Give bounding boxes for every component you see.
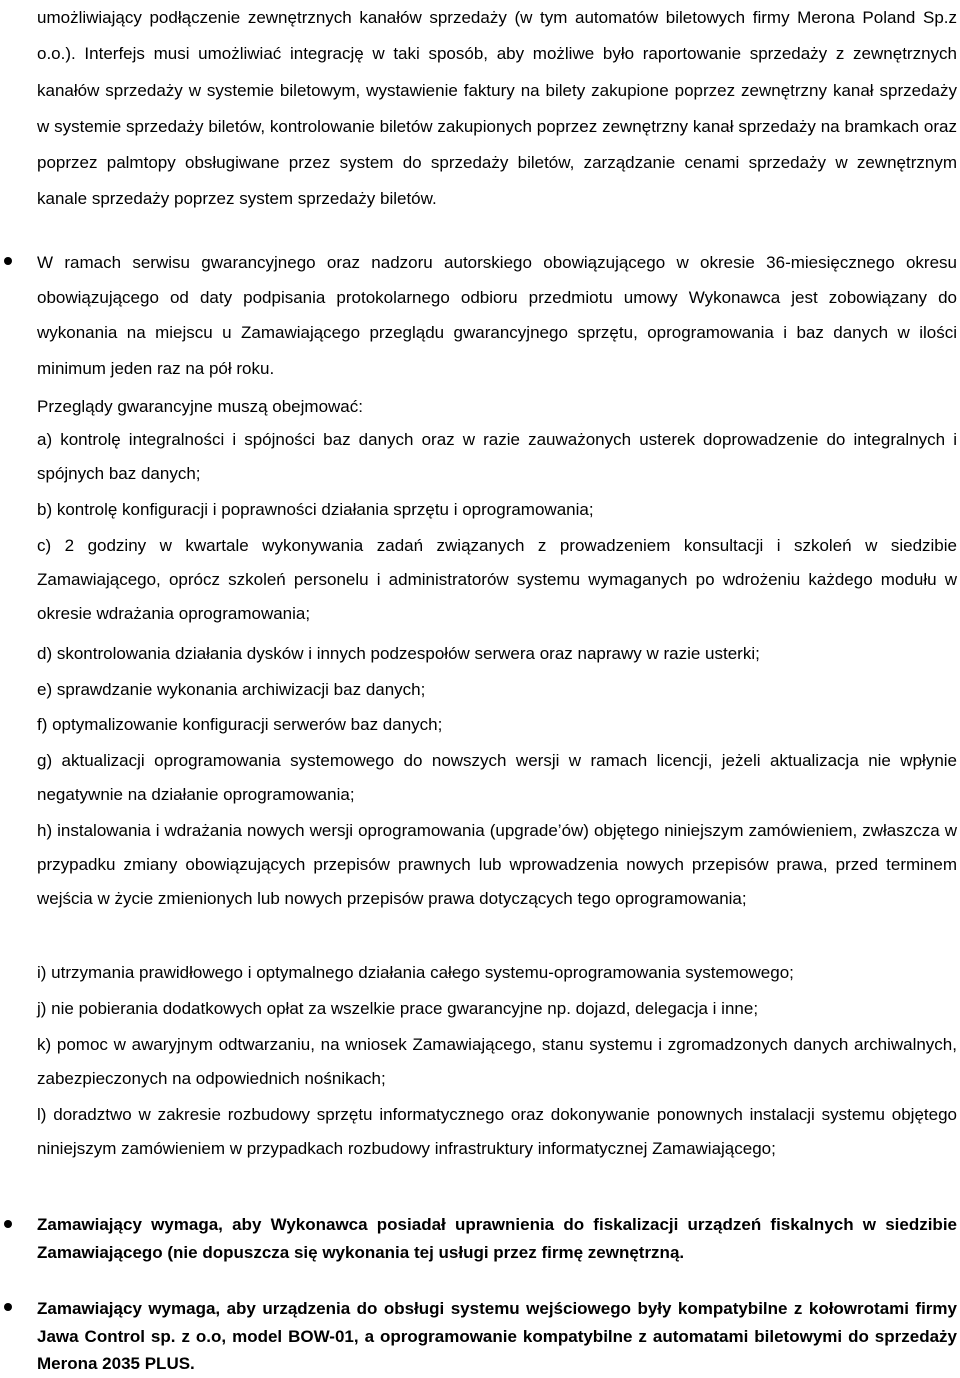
list-item: l) doradztwo w zakresie rozbudowy sprzętu informatycznego oraz dokonywanie ponownych instalacji systemu objętego niniejszym zamówieniem w przypadkach rozbudowy infrastruktury informatycznej Zamawiającego; [37, 1105, 957, 1158]
list-item: a) kontrolę integralności i spójności baz danych oraz w razie zauważonych usterek doprowadzenie do integralnych i spójnych baz danych; [37, 430, 957, 483]
list-item: c) 2 godziny w kwartale wykonywania zadań związanych z prowadzeniem konsultacji i szkoleń w siedzibie Zamawiającego, oprócz szkoleń personelu i administratorów systemu wymaganych po wdrożeniu każdego modułu w okresie wdrażania oprogramowania; [37, 536, 957, 623]
bullet-icon [4, 1220, 12, 1228]
list-item: g) aktualizacji oprogramowania systemowego do nowszych wersji w ramach licencji, jeżeli aktualizacja nie wpłynie negatywnie na działanie oprogramowania; [37, 751, 957, 804]
list-item: d) skontrolowania działania dysków i innych podzespołów serwera oraz naprawy w razie usterki; [37, 644, 760, 663]
list-item: e) sprawdzanie wykonania archiwizacji baz danych; [37, 680, 426, 699]
bullet-icon [4, 1303, 12, 1311]
list-item: k) pomoc w awaryjnym odtwarzaniu, na wniosek Zamawiającego, stanu systemu i zgromadzonych danych archiwalnych, zabezpieczonych na odpowiednich nośnikach; [37, 1035, 957, 1088]
fiscalization-requirement: Zamawiający wymaga, aby Wykonawca posiadał uprawnienia do fiskalizacji urządzeń fiskalnych w siedzibie Zamawiającego (nie dopuszcza się wykonania tej usługi przez firmę zewnętrzną. [37, 1215, 957, 1262]
list-item: f) optymalizowanie konfiguracji serwerów baz danych; [37, 715, 443, 734]
list-item: b) kontrolę konfiguracji i poprawności działania sprzętu i oprogramowania; [37, 500, 594, 519]
compatibility-requirement: Zamawiający wymaga, aby urządzenia do obsługi systemu wejściowego były kompatybilne z kołowrotami firmy Jawa Control sp. z o.o, model BOW-01, a oprogramowanie kompatybilne z automatami biletowymi do sprzedaży Merona 2035 PLUS. [37, 1299, 957, 1373]
paragraph-interface-requirements: umożliwiający podłączenie zewnętrznych kanałów sprzedaży (w tym automatów biletowych firmy Merona Poland Sp.z o.o.). Interfejs musi umożliwiać integrację w taki sposób, aby możliwe było raportowanie sprzedaży z zewnętrznych kanałów sprzedaży w systemie biletowym, wystawienie faktury na bilety zakupione poprzez zewnętrzny kanał sprzedaży w systemie sprzedaży biletów, kontrolowanie biletów zakupionych poprzez zewnętrzny kanał sprzedaży na bramkach oraz poprzez palmtopy obsługiwane przez system do sprzedaży biletów, zarządzanie cenami sprzedaży w zewnętrznym kanale sprzedaży poprzez system sprzedaży biletów. [37, 8, 957, 209]
warranty-review-intro: Przeglądy gwarancyjne muszą obejmować: [37, 397, 363, 416]
list-item: i) utrzymania prawidłowego i optymalnego działania całego systemu-oprogramowania systemowego; [37, 963, 794, 982]
bullet-icon [4, 257, 12, 265]
list-item: h) instalowania i wdrażania nowych wersji oprogramowania (upgrade’ów) objętego niniejszym zamówieniem, zwłaszcza w przypadku zmiany obowiązujących przepisów prawnych lub wprowadzenia nowych przepisów prawa, przed terminem wejścia w życie zmienionych lub nowych przepisów prawa dotyczących tego oprogramowania; [37, 821, 957, 908]
paragraph-warranty-service: W ramach serwisu gwarancyjnego oraz nadzoru autorskiego obowiązującego w okresie 36-miesięcznego okresu obowiązującego od daty podpisania protokolarnego odbioru przedmiotu umowy Wykonawca jest zobowiązany do wykonania na miejscu u Zamawiającego przeglądu gwarancyjnego sprzętu, oprogramowania i baz danych w ilości minimum jeden raz na pół roku. [37, 253, 957, 378]
list-item: j) nie pobierania dodatkowych opłat za wszelkie prace gwarancyjne np. dojazd, delegacja i inne; [37, 999, 759, 1018]
